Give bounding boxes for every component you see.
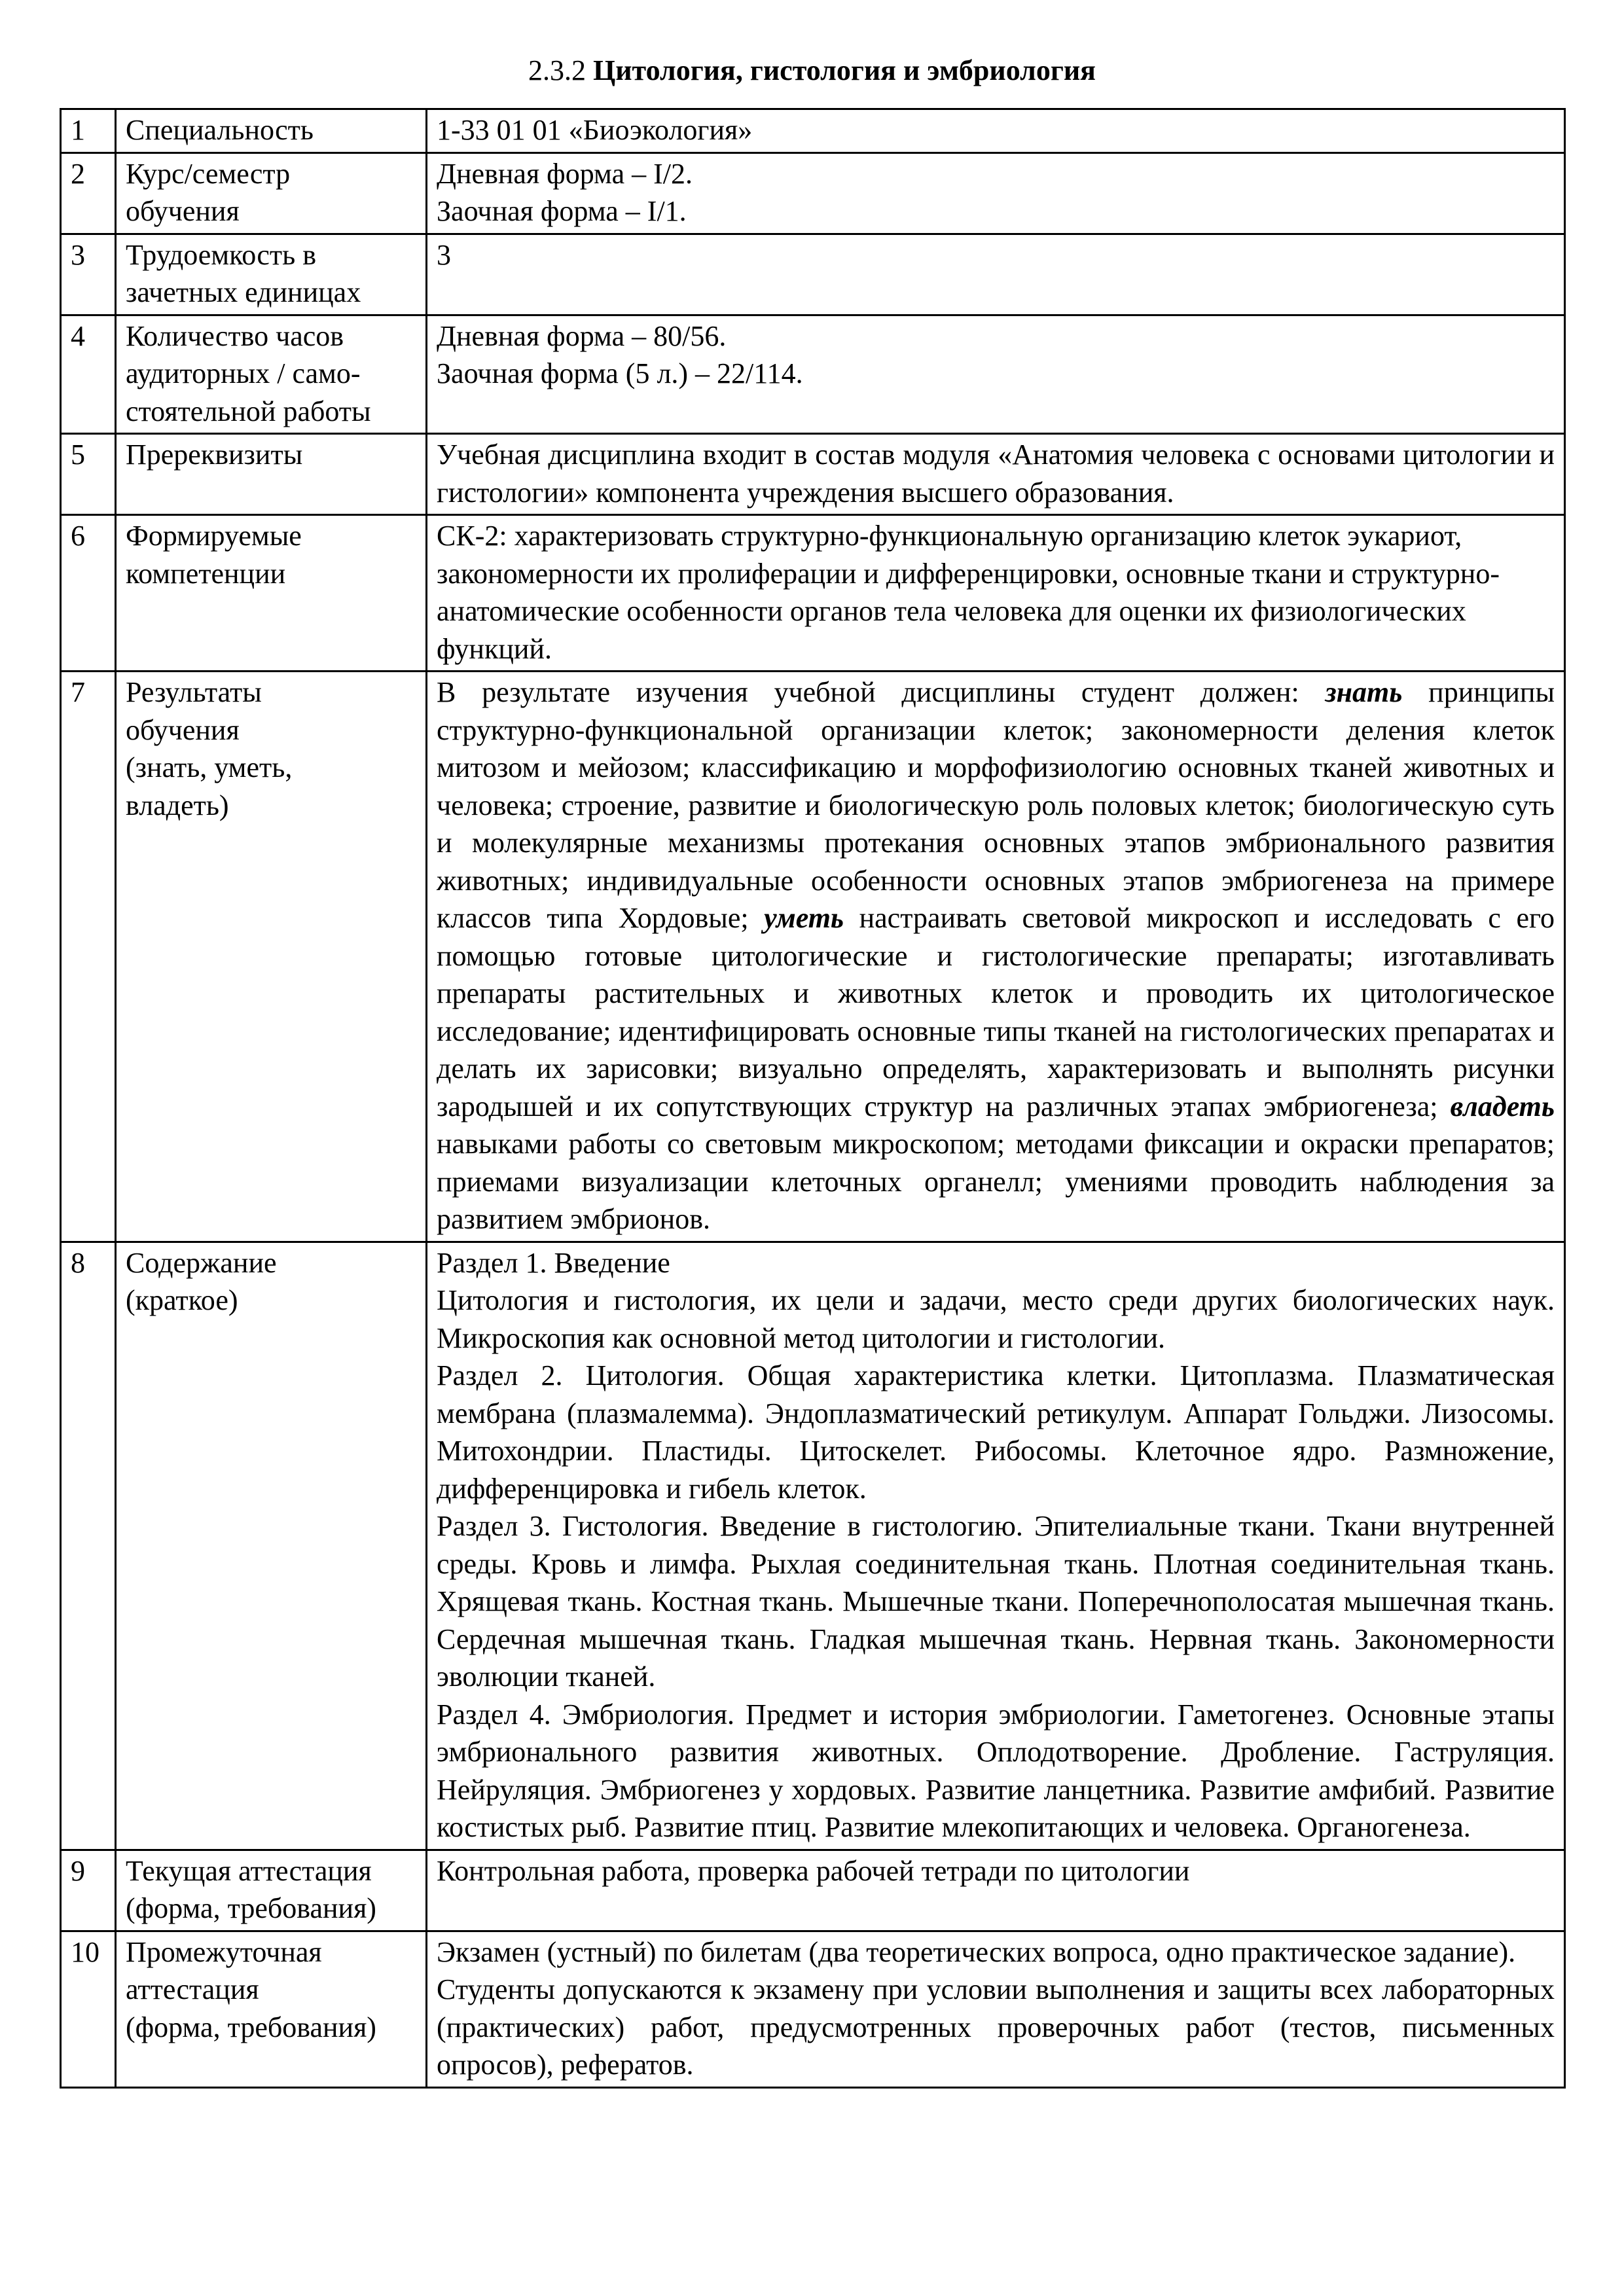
value-line: Контрольная работа, проверка рабочей тетради по цитологии	[437, 1854, 1190, 1887]
table-row	[61, 1931, 1565, 2087]
value-line: 1-33 01 01 «Биоэкология»	[437, 114, 753, 146]
label-line: компетенции	[126, 557, 286, 590]
content-paragraph: Раздел 4. Эмбриология. Предмет и история эмбриологии. Гаметогенез. Основные этапы эмбрионального развития животных. Оплодотворение. Дробление. Гаструляция. Нейруляция. Эмбриогенез у хордовых. Развитие ланцетника. Развитие амфибий. Развитие костистых рыб. Развитие птиц. Развитие млекопитающих и человека. Органогенеза.	[437, 1698, 1555, 1843]
label-line: владеть)	[126, 789, 229, 821]
value-paragraph: СК-2: характеризовать структурно-функциональную организацию клеток эукариот, закономерности их пролиферации и дифференцировки, основные ткани и структурно-анатомические особенности органов тела человека для оценки их физиологических функций.	[437, 520, 1500, 665]
label-line: обучения	[126, 195, 240, 227]
content-section-heading: Раздел 1. Введение	[437, 1246, 670, 1279]
row-value	[427, 1242, 1565, 1850]
value-paragraph: Студенты допускаются к экзамену при условии выполнения и защиты всех лабораторных (практических) работ, предусмотренных проверочных работ (тестов, письменных опросов), рефератов.	[437, 1973, 1555, 2081]
outcomes-can: настраивать световой микроскоп и исследовать с его помощью готовые цитологические и гистологические препараты; изготавливать препараты растительных и животных клеток и проводить их цитологическое исследование; идентифицировать основные типы тканей на гистологических препаратах и делать их зарисовки; визуально определять, характеризовать и выполнять рисунки зародышей и их сопутствующих структур на различных этапах эмбриогенеза;	[437, 902, 1555, 1122]
row-value	[427, 315, 1565, 434]
page-title	[0, 52, 1624, 89]
label-line: (форма, требования)	[126, 2011, 376, 2043]
row-number: 2	[61, 152, 116, 234]
content-paragraph: Цитология и гистология, их цели и задачи, место среди других биологических наук. Микроскопия как основной метод цитологии и гистологии.	[437, 1284, 1555, 1354]
row-label	[116, 1931, 427, 2087]
row-value	[427, 434, 1565, 515]
row-label	[116, 434, 427, 515]
label-line: Формируемые	[126, 520, 302, 552]
table-row	[61, 434, 1565, 515]
row-label	[116, 672, 427, 1242]
row-label	[116, 515, 427, 672]
label-line: стоятельной работы	[126, 395, 371, 427]
table-row	[61, 315, 1565, 434]
row-value	[427, 1850, 1565, 1931]
label-line: Текущая аттестация	[126, 1854, 372, 1887]
label-line: аттестация	[126, 1973, 259, 2005]
value-paragraph: Экзамен (устный) по билетам (два теоретических вопроса, одно практическое задание).	[437, 1935, 1516, 1968]
outcomes-intro: В результате изучения учебной дисциплины студент должен:	[437, 676, 1326, 708]
row-value	[427, 152, 1565, 234]
discipline-table	[60, 108, 1566, 2089]
label-line: зачетных единицах	[126, 276, 361, 308]
label-line: Результаты	[126, 676, 262, 708]
row-number: 5	[61, 434, 116, 515]
row-number: 4	[61, 315, 116, 434]
value-line: Дневная форма – I/2.	[437, 157, 693, 190]
label-line: Содержание	[126, 1246, 277, 1279]
row-label	[116, 1850, 427, 1931]
value-paragraph: Учебная дисциплина входит в состав модуля «Анатомия человека с основами цитологии и гистологии» компонента учреждения высшего образования.	[437, 439, 1555, 509]
section-number: 2.3.2	[528, 54, 586, 86]
value-line: Заочная форма (5 л.) – 22/114.	[437, 357, 803, 389]
label-line: (краткое)	[126, 1284, 238, 1316]
row-number: 8	[61, 1242, 116, 1850]
label-line: Количество часов	[126, 319, 344, 352]
value-line: Дневная форма – 80/56.	[437, 319, 727, 352]
content-paragraph: Раздел 2. Цитология. Общая характеристика клетки. Цитоплазма. Плазматическая мембрана (плазмалемма). Эндоплазматический ретикулум. Аппарат Гольджи. Лизосомы. Митохондрии. Пластиды. Цитоскелет. Рибосомы. Клеточное ядро. Размножение, дифференцировка и гибель клеток.	[437, 1359, 1555, 1505]
row-label	[116, 234, 427, 315]
label-line: Промежуточная	[126, 1935, 322, 1968]
learning-outcomes-text	[437, 676, 1555, 1235]
row-label	[116, 109, 427, 153]
outcomes-know: принципы структурно-функциональной организации клеток; закономерности деления клеток митозом и мейозом; классификацию и морфофизиологию основных тканей животных и человека; строение, развитие и биологическую роль половых клеток; биологическую суть и молекулярные механизмы протекания основных этапов эмбрионального развития животных; индивидуальные особенности основных этапов эмбриогенеза на примере классов типа Хордовые;	[437, 676, 1555, 934]
label-line: обучения	[126, 713, 240, 746]
table-row	[61, 672, 1565, 1242]
row-label	[116, 152, 427, 234]
row-value	[427, 234, 1565, 315]
keyword-master: владеть	[1450, 1090, 1555, 1122]
table-row	[61, 515, 1565, 672]
row-number: 7	[61, 672, 116, 1242]
label-line: Курс/семестр	[126, 157, 291, 190]
section-title: Цитология, гистология и эмбриология	[592, 54, 1096, 86]
table-row	[61, 234, 1565, 315]
value-line: 3	[437, 238, 451, 271]
label-line: аудиторных / само-	[126, 357, 361, 389]
row-value	[427, 672, 1565, 1242]
row-value	[427, 109, 1565, 153]
row-number: 3	[61, 234, 116, 315]
row-label	[116, 1242, 427, 1850]
keyword-know: знать	[1325, 676, 1403, 708]
label-line: (знать, уметь,	[126, 751, 293, 783]
table-row	[61, 1850, 1565, 1931]
row-number: 1	[61, 109, 116, 153]
table-row	[61, 152, 1565, 234]
row-number: 10	[61, 1931, 116, 2087]
table-row	[61, 109, 1565, 153]
outcomes-master: навыками работы со световым микроскопом; методами фиксации и окраски препаратов; приемами визуализации клеточных органелл; умениями проводить наблюдения за развитием эмбрионов.	[437, 1128, 1555, 1235]
keyword-can: уметь	[764, 902, 844, 934]
row-value	[427, 1931, 1565, 2087]
row-value	[427, 515, 1565, 672]
row-label	[116, 315, 427, 434]
content-paragraph: Раздел 3. Гистология. Введение в гистологию. Эпителиальные ткани. Ткани внутренней среды. Кровь и лимфа. Рыхлая соединительная ткань. Плотная соединительная ткань. Хрящевая ткань. Костная ткань. Мышечные ткани. Поперечнополосатая мышечная ткань. Сердечная мышечная ткань. Гладкая мышечная ткань. Нервная ткань. Закономерности эволюции тканей.	[437, 1510, 1555, 1693]
value-line: Заочная форма – I/1.	[437, 195, 687, 227]
row-number: 6	[61, 515, 116, 672]
label-line: (форма, требования)	[126, 1892, 376, 1924]
table-row	[61, 1242, 1565, 1850]
label-line: Специальность	[126, 114, 314, 146]
row-number: 9	[61, 1850, 116, 1931]
label-line: Пререквизиты	[126, 439, 303, 471]
label-line: Трудоемкость в	[126, 238, 316, 271]
